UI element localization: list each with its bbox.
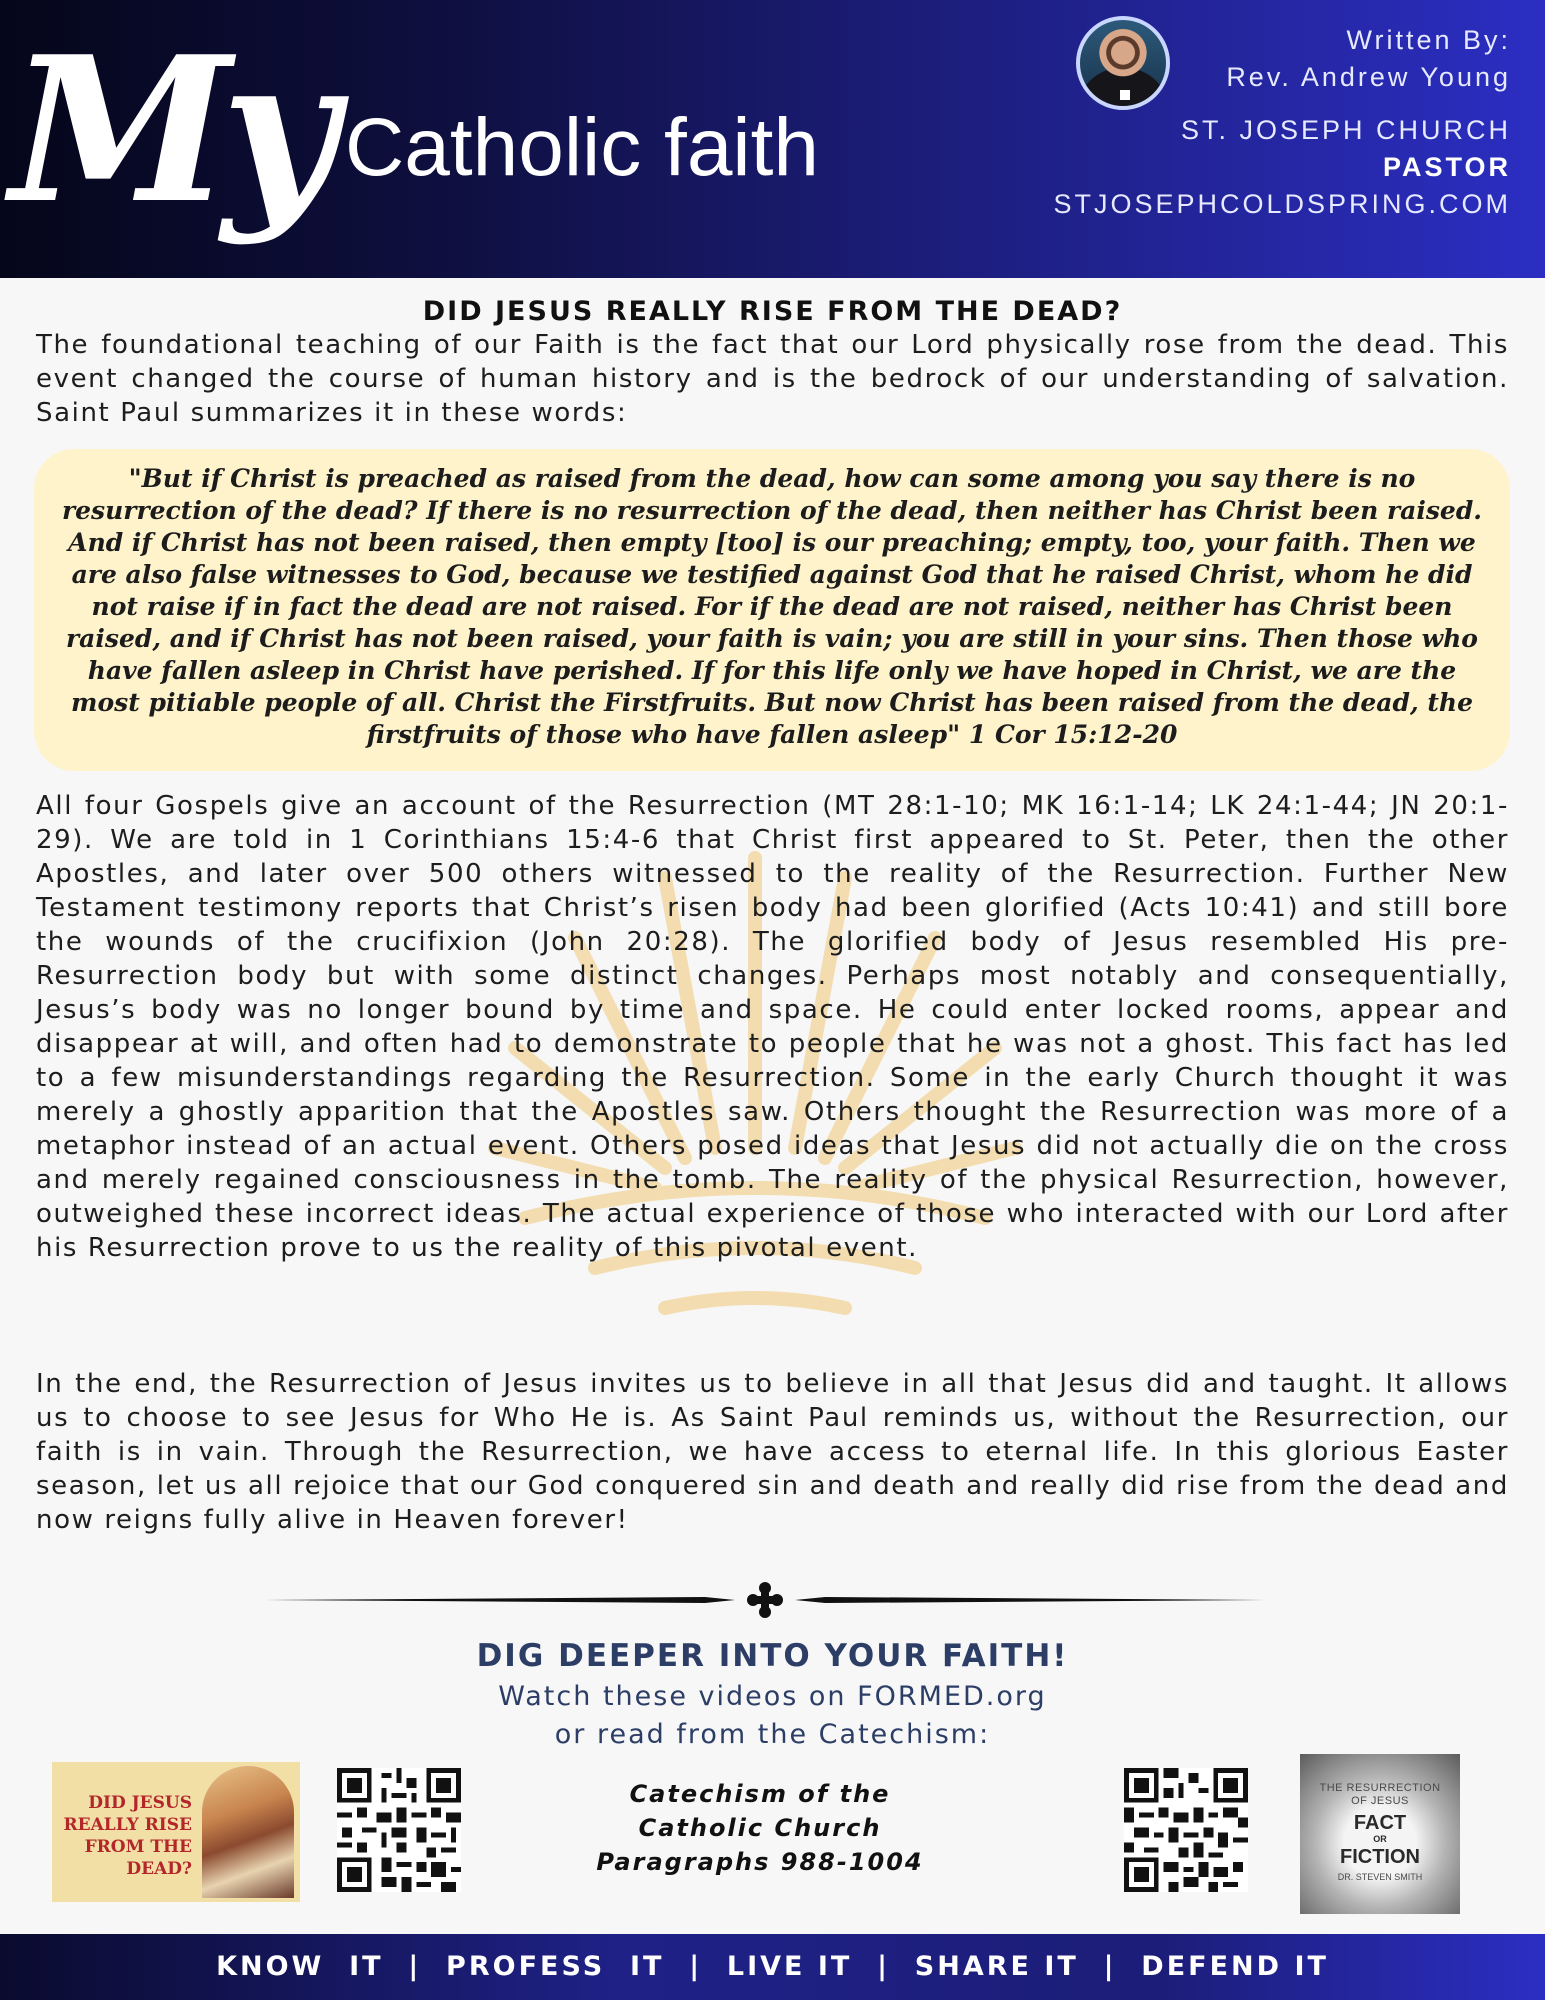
qr-code-icon[interactable]: [1124, 1768, 1248, 1892]
video-title-or: OR: [1373, 1834, 1387, 1844]
dig-deeper-subtitle: [0, 1678, 1545, 1754]
scripture-quote: [34, 449, 1510, 771]
logo-my: My: [10, 13, 328, 248]
video-title-line: DEAD?: [126, 1859, 192, 1879]
video-title-line: FROM THE: [84, 1837, 192, 1857]
written-by-label: Written By:: [1346, 25, 1511, 55]
author-photo: [1076, 16, 1170, 110]
intro-paragraph: The foundational teaching of our Faith is the fact that our Lord physically rose from the dead. This event changed the course of human history and is the bedrock of our understanding of salvation. Saint Paul summarizes it in these words:: [36, 330, 1509, 428]
church-website-link[interactable]: STJOSEPHCOLDSPRING.COM: [1053, 189, 1511, 219]
church-name: ST. JOSEPH CHURCH: [1180, 115, 1511, 145]
dig-deeper-subtitle-line2: or read from the Catechism:: [554, 1719, 991, 1750]
cross-ornament-icon: [265, 1580, 1265, 1620]
video-author: DR. STEVEN SMITH: [1337, 1872, 1423, 1882]
video-title-line: THE RESURRECTION: [1319, 1782, 1441, 1794]
video-thumbnail-artwork: [202, 1766, 294, 1898]
header-banner: [0, 0, 1545, 278]
video-thumbnail-title: [62, 1792, 192, 1880]
logo-catholic-faith: Catholic faith: [345, 102, 820, 193]
dig-deeper-title: DIG DEEPER INTO YOUR FAITH!: [476, 1638, 1069, 1674]
author-role: PASTOR: [1382, 152, 1511, 182]
author-name: Rev. Andrew Young: [1226, 62, 1511, 92]
footer-banner: [0, 1934, 1545, 2000]
video-title-line: REALLY RISE: [63, 1815, 192, 1835]
author-block: [1226, 22, 1511, 96]
church-block: [1053, 112, 1511, 223]
catechism-reference: [560, 1777, 960, 1879]
conclusion-paragraph: In the end, the Resurrection of Jesus invites us to believe in all that Jesus did and taught. It allows us to choose to see Jesus for Who He is. As Saint Paul reminds us, without the Resurrection, our faith is in vain. Through the Resurrection, we have access to eternal life. In this glorious Easter season, let us all rejoice that our God conquered sin and death and really did rise from the dead and now reigns fully alive in Heaven forever!: [36, 1369, 1509, 1535]
body-paragraph: All four Gospels give an account of the Resurrection (MT 28:1-10; MK 16:1-14; LK 24:1-44; JN 20:1-29). We are told in 1 Corinthians 15:4-6 that Christ first appeared to St. Peter, then the other Apostles, and later over 500 others witnessed to the reality of the Resurrection. Further New Testament testimony reports that Christ’s risen body had been glorified (Acts 10:41) and still bore the wounds of the crucifixion (John 20:28). The glorified body of Jesus resembled His pre-Resurrection body but with some distinct changes. Perhaps most notably and consequentially, Jesus’s body was no longer bound by time and space. He could enter locked rooms, appear and disappear at will, and often had to demonstrate to people that he was not a ghost. This fact has led to a few misunderstandings regarding the Resurrection. Some in the early Church thought it was merely a ghostly apparition that the Apostles saw. Others thought the Resurrection was more of a metaphor instead of an actual event. Others posed ideas that Jesus did not actually die on the cross and merely regained consciousness in the tomb. The reality of the physical Resurrection, however, outweighed these incorrect ideas. The actual experience of those who interacted with our Lord after his Resurrection prove to us the reality of this pivotal event.: [36, 791, 1509, 1263]
video-title-fact: FACT: [1353, 1812, 1407, 1834]
video-title-small: [1300, 1782, 1460, 1808]
article-title: DID JESUS REALLY RISE FROM THE DEAD?: [422, 296, 1123, 327]
video-title-fiction: FICTION: [1340, 1846, 1420, 1868]
video-title-line: OF JESUS: [1351, 1795, 1409, 1807]
video-title-line: DID JESUS: [88, 1793, 192, 1813]
catechism-line1: Catechism of the: [629, 1780, 891, 1808]
qr-code-icon[interactable]: [337, 1768, 461, 1892]
video-thumbnail-did-jesus-rise[interactable]: [52, 1762, 300, 1902]
scripture-quote-text: "But if Christ is preached as raised from the dead, how can some among you say there is no resurrection of the dead? If there is no resurrection of the dead, then neither has Christ been raised. And if Christ has not been raised, then empty [too] is our preaching; empty, too, your faith. Then we are also false witnesses to God, because we testified against God that he raised Christ, whom he did not raise if in fact the dead are not raised. For if the dead are not raised, neither has Christ been raised, and if Christ has not been raised, your faith is vain; you are still in your sins. Then those who have fallen asleep in Christ have perished. If for this life only we have hoped in Christ, we are the most pitiable people of all. Christ the Firstfruits. But now Christ has been raised from the dead, the firstfruits of those who have fallen asleep" 1 Cor 15:12-20: [61, 464, 1483, 749]
catechism-paragraphs: Paragraphs 988-1004: [596, 1848, 924, 1876]
footer-tagline: KNOW IT | PROFESS IT | LIVE IT | SHARE IT | DEFEND IT: [216, 1951, 1329, 1982]
dig-deeper-subtitle-line1: Watch these videos on FORMED.org: [498, 1681, 1047, 1712]
video-thumbnail-fact-or-fiction[interactable]: [1300, 1754, 1460, 1914]
catechism-line2: Catholic Church: [638, 1814, 882, 1842]
